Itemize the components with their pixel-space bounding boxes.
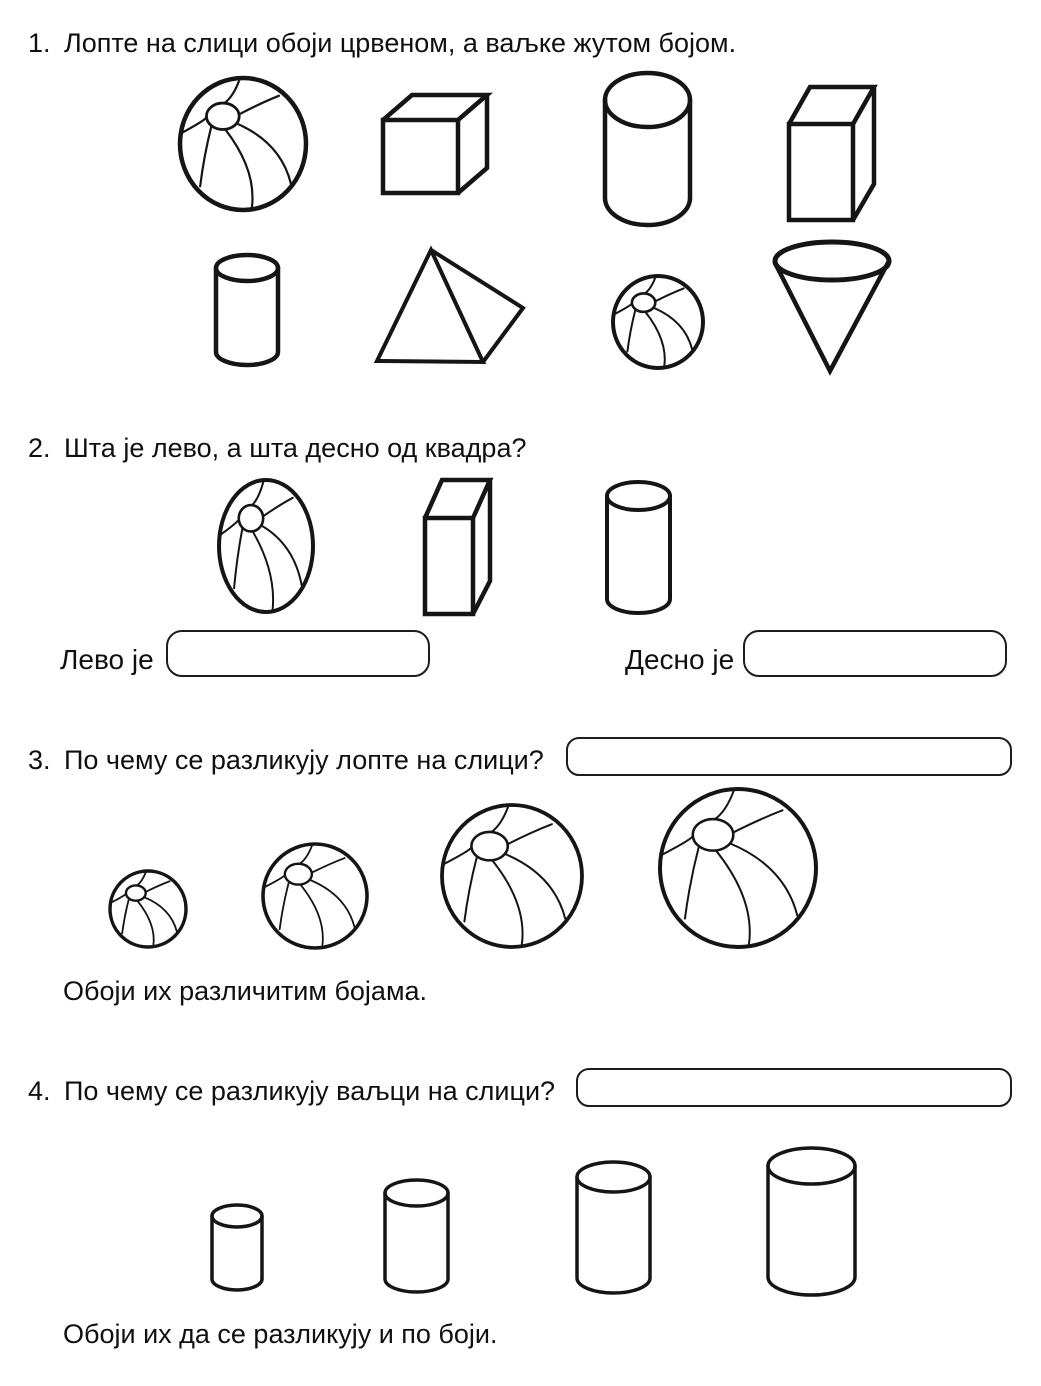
shape-ball-size-4[interactable] (660, 789, 816, 947)
shape-cylinder-size-4[interactable] (768, 1148, 855, 1295)
shape-cuboid[interactable] (789, 87, 874, 220)
shape-beach-ball-large[interactable] (180, 78, 306, 210)
shape-cylinder-small[interactable] (216, 255, 278, 365)
shape-cylinder-size-2[interactable] (385, 1180, 448, 1292)
left-answer-box[interactable] (166, 630, 430, 677)
task-2-text: Шта је лево, а шта десно од квадра? (64, 433, 527, 463)
right-is-label: Десно је (625, 644, 735, 675)
task-1-text: Лопте на слици обоји црвеном, а ваљке жутом бојом. (64, 28, 737, 58)
task-3-text: По чему се разликују лопте на слици? (64, 745, 544, 775)
shape-ball-size-1[interactable] (110, 871, 186, 947)
task-2-heading (28, 432, 526, 465)
shape-task2-beach-ball (219, 480, 313, 612)
task-2-number: 2. (28, 433, 51, 463)
task-3-heading (28, 744, 544, 777)
shape-task2-cuboid (425, 480, 490, 614)
task-4-answer-box[interactable] (576, 1068, 1012, 1107)
shape-task2-cylinder (607, 482, 670, 613)
shape-cylinder-size-1[interactable] (212, 1205, 262, 1290)
shape-ball-size-2[interactable] (263, 844, 367, 948)
task-4-text: По чему се разликују ваљци на слици? (64, 1076, 556, 1106)
task-3-number: 3. (28, 745, 51, 775)
task-1-number: 1. (28, 28, 51, 58)
shape-cylinder-tall[interactable] (605, 73, 690, 225)
task-3-caption: Обоји их различитим бојама. (63, 976, 428, 1006)
task-4-number: 4. (28, 1076, 51, 1106)
shape-pyramid[interactable] (377, 250, 523, 362)
right-answer-box[interactable] (743, 630, 1007, 677)
shape-cylinder-size-3[interactable] (577, 1162, 650, 1293)
shape-ball-size-3[interactable] (442, 805, 582, 947)
left-is-label: Лево је (60, 644, 154, 675)
task-4-caption: Обоји их да се разликују и по боји. (63, 1319, 498, 1349)
shape-beach-ball-small[interactable] (613, 276, 703, 368)
task-1-heading (28, 27, 736, 60)
task-4-heading (28, 1075, 555, 1108)
task-3-answer-box[interactable] (566, 737, 1012, 776)
shape-cone[interactable] (775, 242, 889, 371)
shape-cube[interactable] (383, 95, 487, 193)
